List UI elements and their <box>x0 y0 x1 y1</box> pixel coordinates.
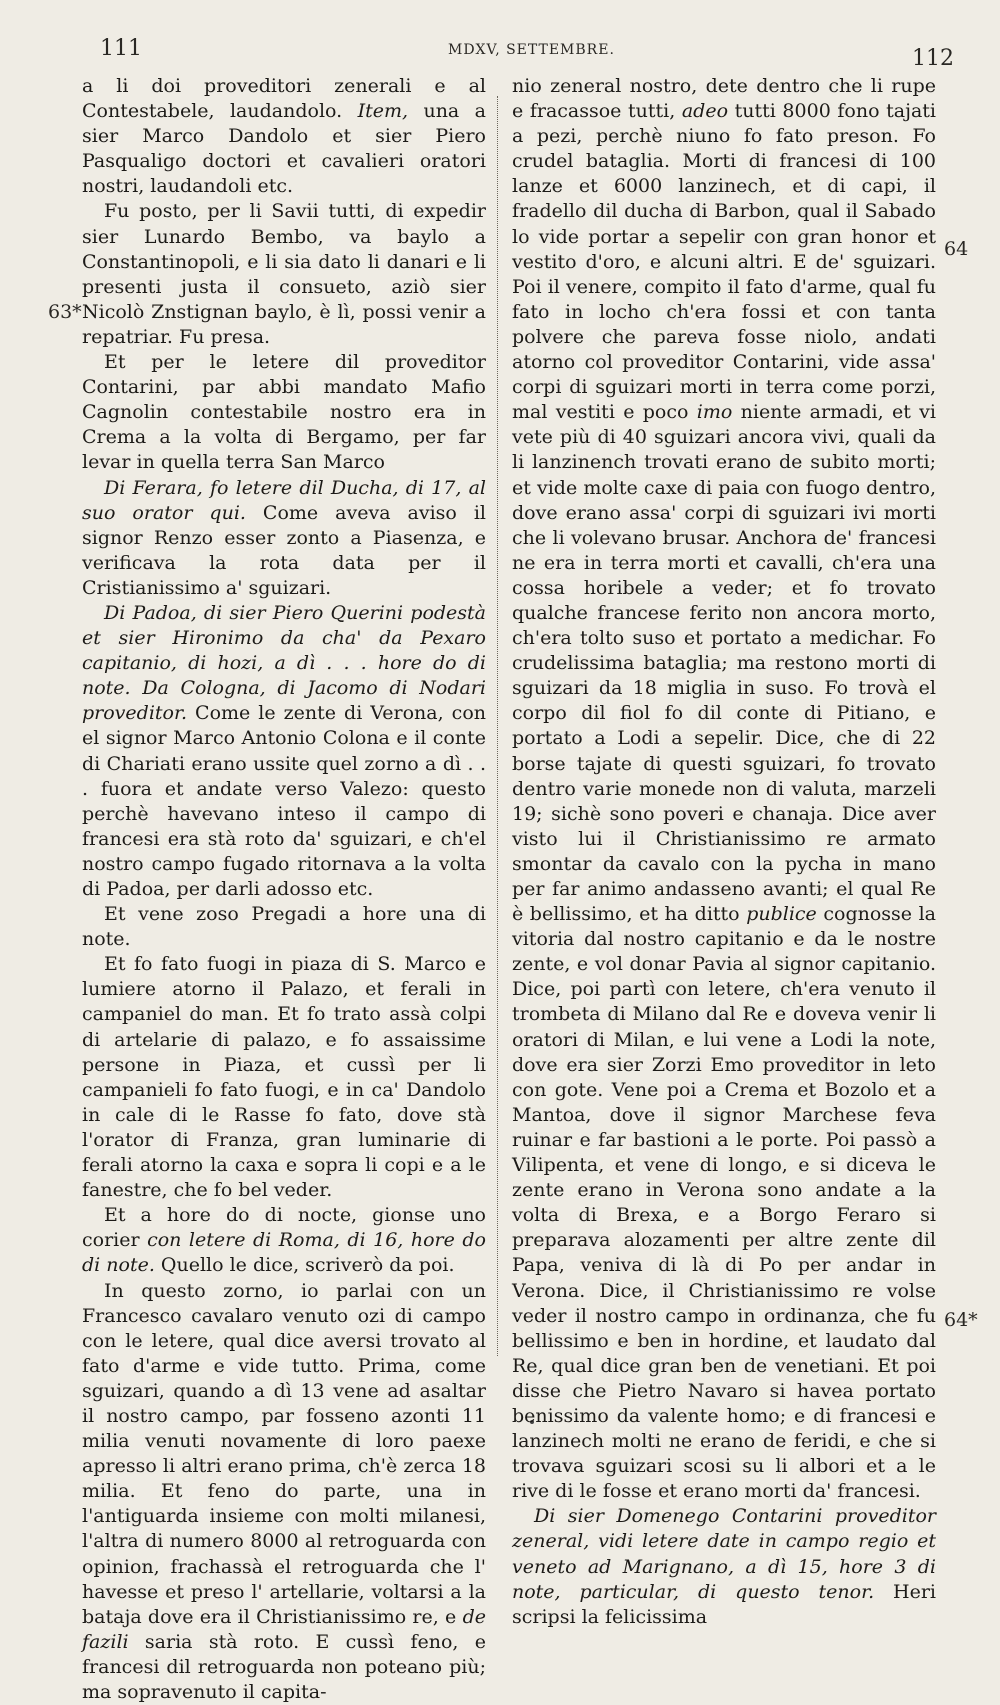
paragraph <box>82 350 486 475</box>
margin-note-64-star: 64* <box>944 1309 978 1331</box>
italic-text: con letere di Roma, di 16, hore do di note. <box>82 1229 486 1276</box>
left-column <box>82 74 486 1705</box>
paragraph <box>82 601 486 902</box>
text: Heri scripsi la felicissima <box>512 1581 936 1628</box>
paragraph <box>82 74 486 199</box>
italic-text: Di Ferara, fo letere dil Ducha, di 17, al suo orator qui. <box>82 477 486 524</box>
text: Quello le dice, scriverò da poi. <box>155 1254 455 1276</box>
paragraph <box>82 1279 486 1705</box>
text: tutti 8000 fono tajati a pezi, perchè niuno fo fato preson. Fo crudel bataglia. Morti di francesi di 100 lanze et 6000 lanzinech, et di capi, il fradello dil ducha di Barbon, qual il Sabado lo vide portar a sepelir con gran honor et vestito d'oro, e alcuni altri. E de' sguizari. Poi il venere, compito il fato d'arme, qual fu fato in locho ch'era fossi et con tanta polvere che pareva fosse niolo, andati atorno col proveditor Contarini, vide assa' corpi di sguizari morti in terra come porzi, mal vestiti e poco <box>512 100 936 423</box>
text: cognosse la vitoria dal nostro capitanio e da le nostre zente, e vol donar Pavia al signor capitanio. Dice, poi partì con letere, ch'era venuto il trombeta di Milano dal Re e doveva venir li oratori di Milan, e lui vene a Lodi la note, dove era sier Zorzi Emo proveditor in leto con gote. Vene poi a Crema et Bozolo et a Mantoa, dove il signor Marchese feva ruinar e far bastioni a le porte. Poi passò a Vilipenta, et vene di longo, e si diceva le zente erano in Verona sono andate a la volta di Brexa, e a Borgo Feraro si preparava alozamenti per altre zente dil Papa, veniva di là di Po per andar in Verona. Dice, il Christianissimo re volse veder il nostro campo in ordinanza, che fu bellissimo e ben in hordine, et laudato dal Re, qual dice gran ben de venetiani. Et poi disse che Pietro Navaro si havea portato benissimo da valente homo; e di francesi e lanzinech molti ne erano de feridi, e che si trovava sguizari scosi su li albori et a le rive di le fosse et erano morti da' francesi. <box>512 903 936 1502</box>
italic-text: imo <box>697 401 733 423</box>
paragraph <box>82 1203 486 1278</box>
text: Et a hore do di nocte, gionse uno corier <box>82 1204 486 1251</box>
paragraph <box>82 902 486 952</box>
text: una a sier Marco Dandolo et sier Piero Pasqualigo doctori et cavalieri oratori nostri, laudandoli etc. <box>82 100 486 197</box>
italic-text: adeo <box>682 100 728 122</box>
text: In questo zorno, io parlai con un Francesco cavalaro venuto ozi di campo con le letere, qual dice aversi trovato al fato d'arme e vide tutto. Prima, come sguizari, quando a dì 13 vene ad asaltar il nostro campo, par fosseno azonti 11 milia venuti novamente di loro paexe apresso li altri erano prima, ch'è zerca 18 milia. Et feno do parte, una in l'antiguarda insieme con molti milanesi, l'altra di numero 8000 al retroguarda con opinion, frachassà el retroguarda che l' havesse et preso l' artellarie, voltarsi a la bataja dove era il Christianissimo re, e <box>82 1280 486 1628</box>
text: a li doi proveditori zenerali e al Contestabele, laudandolo. <box>82 75 486 122</box>
paragraph <box>82 952 486 1203</box>
paragraph <box>512 74 936 1504</box>
text: Et per le letere dil proveditor Contarini, par abbi mandato Mafio Cagnolin contestabile nostro era in Crema a la volta di Bergamo, per far levar in quella terra San Marco <box>82 351 486 473</box>
text: Et vene zoso Pregadi a hore una di note. <box>82 903 486 950</box>
paragraph <box>82 476 486 601</box>
italic-text: publice <box>746 903 817 925</box>
text: nio zeneral nostro, dete dentro che li rupe e fracassoe tutti, <box>512 75 936 122</box>
italic-text: Item, <box>358 100 408 122</box>
text: Come aveva aviso il signor Renzo esser zonto a Piasenza, e verificava la rota data per il Cristianissimo a' sguizari. <box>82 502 486 599</box>
page-number-left: 111 <box>100 36 142 61</box>
text: Come le zente di Verona, con el signor Marco Antonio Colona e il conte di Chariati erano ussite quel zorno a dì . . . fuora et andate verso Valezo: questo perchè havevano inteso il campo di francesi era stà roto da' sguizari, e ch'el nostro campo fugado ritornava a la volta di Padoa, per darli adosso etc. <box>82 702 486 900</box>
page-number-right: 112 <box>912 46 954 71</box>
margin-note-64: 64 <box>944 238 968 260</box>
text: Fu posto, per li Savii tutti, di expedir sier Lunardo Bembo, va baylo a Constantinopoli, e li sia dato li danari e li presenti justa il consueto, aziò sier Nicolò Znstignan baylo, è lì, possi venir a repatriar. Fu presa. <box>82 200 486 347</box>
text: saria stà roto. E cussì feno, e francesi dil retroguarda non poteano più; ma sopravenuto il capita- <box>82 1631 486 1703</box>
paragraph <box>512 1504 936 1629</box>
text: niente armadi, et vi vete più di 40 sguizari ancora vivi, quali da li lanzinench trovati erano de subito morti; et vide molte caxe di paia con fuogo dentro, dove erano assa' corpi di sguizari ivi morti che li volevano brusar. Anchora de' francesi ne era in terra morti et cavalli, ch'era una cossa horibele a veder; et fo trovato qualche francese ferito non ancora morto, ch'era tolto suso et portato a medichar. Fo crudelissima bataglia; ma restono morti di sguizari da 18 miglia in suso. Fo trovà el corpo dil fiol fo dil conte di Pitiano, e portato a Lodi a sepelir. Dice, che di 22 borse tajate di questi sguizari, fo trovato dentro varie monede non di valuta, marzeli 19; sichè sono poveri e chanaja. Dice aver visto lui il Christianissimo re armato smontar da cavalo con la pycha in mano per far animo andasseno avanti; el qual Re è bellissimo, et ha ditto <box>512 401 936 925</box>
italic-text: Di sier Domenego Contarini proveditor zeneral, vidi letere date in campo regio et veneto ad Marignano, a dì 15, hore 3 di note, particular, di questo tenor. <box>512 1505 936 1602</box>
margin-note-63: 63* <box>48 301 82 323</box>
paragraph <box>82 199 486 350</box>
text: Et fo fato fuogi in piaza di S. Marco e lumiere atorno il Palazo, et ferali in campaniel do man. Et fo trato assà colpi di artelarie di palazo, e fo assaissime persone in Piaza, et cussì per li campanieli fo fato fuogi, e in ca' Dandolo in cale di le Rasse fo fato, dove stà l'orator di Franza, gran luminarie di ferali atorno la caxa e sopra li copi e a le fanestre, che fo bel veder. <box>82 953 486 1201</box>
column-divider <box>497 96 498 1356</box>
running-title: MDXV, SETTEMBRE. <box>448 42 615 58</box>
italic-text: Di Padoa, di sier Piero Querini podestà et sier Hironimo da cha' da Pexaro capitanio, di hozi, a dì . . . hore do di note. Da Cologna, di Jacomo di Nodari proveditor. <box>82 602 486 724</box>
right-column <box>512 74 936 1630</box>
italic-text: de fazili <box>82 1606 486 1653</box>
